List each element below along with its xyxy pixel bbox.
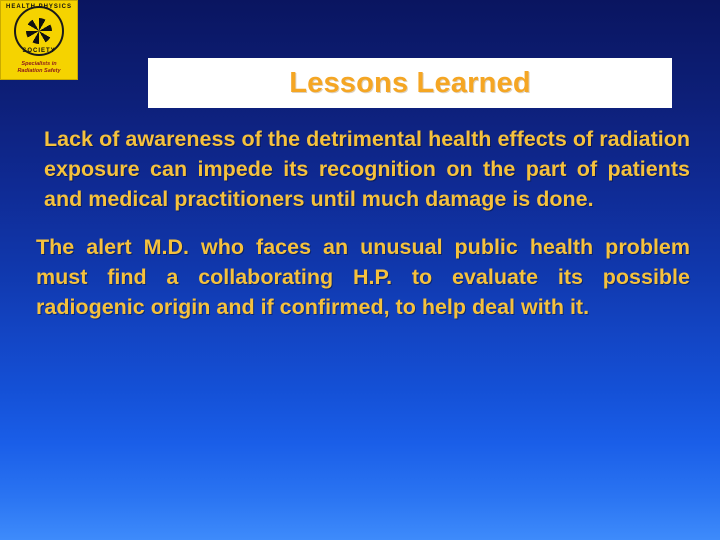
body-paragraph-2: The alert M.D. who faces an unusual public health problem must find a collaborating H.P. to evaluate its possible radiogenic origin and if confirmed, to help deal with it. <box>36 235 690 319</box>
logo-top-text: HEALTH PHYSICS <box>6 4 72 10</box>
slide-title: Lessons Learned <box>289 66 531 99</box>
body-paragraph-1: Lack of awareness of the detrimental health effects of radiation exposure can impede its recognition on the part of patients and medical practitioners until much damage is done. <box>44 127 690 211</box>
logo-bottom-text: SOCIETY <box>22 48 56 54</box>
health-physics-society-logo <box>0 0 78 80</box>
logo-subtitle-line1: Specialists in <box>21 61 57 67</box>
trefoil-inner-icon <box>26 18 52 44</box>
slide-title-banner <box>148 58 672 108</box>
logo-subtitle-line2: Radiation Safety <box>17 68 61 74</box>
slide-body <box>30 124 692 340</box>
logo-subtitle <box>1 61 77 75</box>
